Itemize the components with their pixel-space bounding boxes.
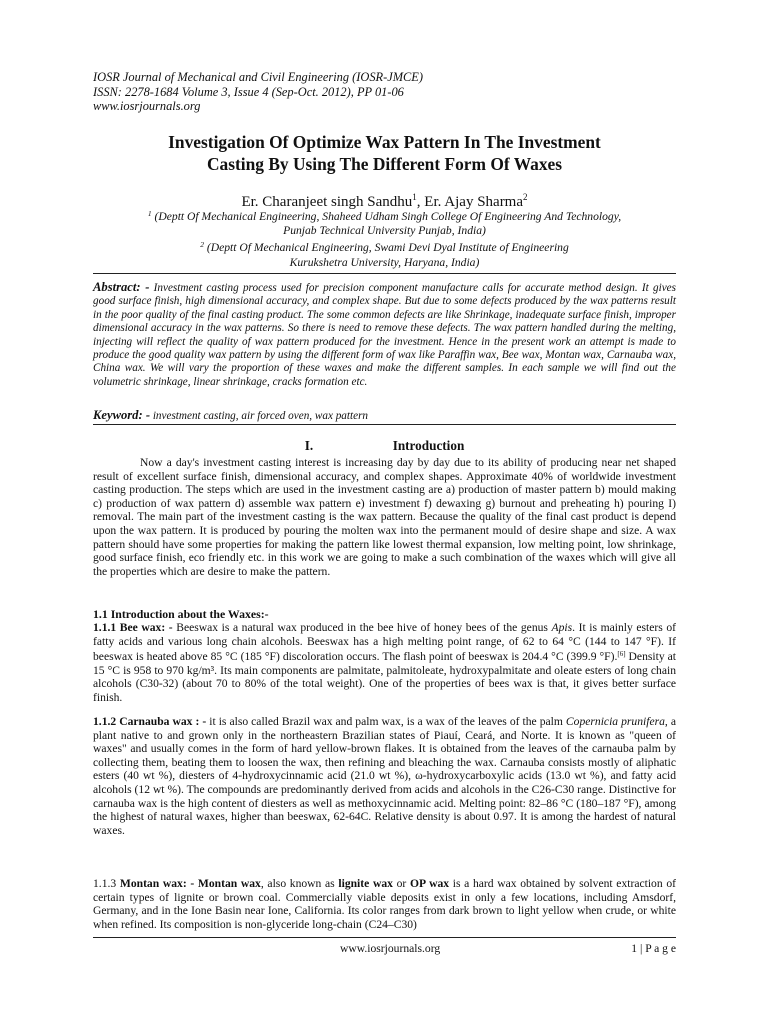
section-number: I. (304, 438, 314, 453)
carnauba-species: Copernicia prunifera (565, 715, 665, 728)
page-number: 1 | P a g e (631, 942, 676, 955)
montan-wax-label: Montan wax: - (119, 877, 195, 890)
abstract (93, 281, 676, 389)
affiliation-2-line-2: Kurukshetra University, Haryana, India) (289, 255, 480, 269)
title-line-2: Casting By Using The Different Form Of Waxes (206, 154, 563, 174)
keyword-text: investment casting, air forced oven, wax pattern (150, 410, 369, 422)
author-1: Er. Charanjeet singh Sandhu (241, 194, 413, 210)
montan-wax-paragraph: 1.1.3 Montan wax: - Montan wax, also known as lignite wax or OP wax is a hard wax obtained by solvent extraction of certain types of lignite or brown coal. Commercially viable deposits exist in only a few locations, including Amsdorf, Germany, and in the Ione Basin near Ione, California. Its color ranges from dark brown to light yellow when crude, or white when refined. Its composition is non-glyceride long-chain (C24–C30) (93, 877, 676, 931)
footer-website: www.iosrjournals.org (340, 942, 441, 955)
footer-rule (93, 937, 676, 938)
affiliation-1-line-2: Punjab Technical University Punjab, India) (283, 224, 486, 238)
title-line-1: Investigation Of Optimize Wax Pattern In The Investment (168, 132, 601, 152)
carnauba-wax-label: 1.1.2 Carnauba wax : - (93, 715, 207, 728)
paper-title (93, 131, 676, 175)
affiliation-1-line-1: $^1$ (Deptt Of Mechanical Engineering, Shaheed Udham Singh College Of Engineering And Technology, (147, 209, 622, 223)
subsection-heading: 1.1 Introduction about the Waxes:- (93, 607, 269, 621)
journal-header (93, 70, 676, 114)
affiliation-1-marker: 1 (147, 209, 152, 218)
keyword-label: Keyword: - (93, 408, 151, 422)
bee-wax-paragraph: 1.1.1 Bee wax: - Beeswax is a natural wax produced in the bee hive of honey bees of the genus Apis. It is mainly esters of fatty acids and various long chain alcohols. Beeswax has a high melting point range, of 62 to 64 °C (144 to 147 °F). If beeswax is heated above 85 °C (185 °F) discoloration occurs. The flash point of beeswax is 204.4 °C (399.9 °F).[6] Density at 15 °C is 958 to 970 kg/m³. Its main components are palmitate, palmitoleate, hydroxypalmitate and oleate esters of long chain alcohols (C30-32) (about 70 to 80% of the total weight). One of the properties of bees wax is that, it gives better surface finish. (93, 621, 677, 704)
abstract-bottom-rule (93, 424, 676, 425)
author-2-affil-marker: 2 (523, 192, 528, 202)
affiliations (93, 207, 676, 270)
section-heading (93, 438, 676, 454)
author-1-affil-marker: 1 (412, 192, 417, 202)
affiliation-2-marker: 2 (200, 240, 204, 250)
section-title: Introduction (392, 438, 465, 453)
affiliation-2-line-1: $^2$ (Deptt Of Mechanical Engineering, Swami Devi Dyal Institute of Engineering (200, 240, 569, 255)
carnauba-wax-paragraph: 1.1.2 Carnauba wax : - it is also called Brazil wax and palm wax, is a wax of the leaves of the palm Copernicia prunifera, a plant native to and grown only in the northeastern Brazilian states of Piauí, Ceará, and Norte. It is known as "queen of waxes" and usually comes in the form of hard yellow-brown flakes. It is obtained from the leaves of the carnauba palm by collecting them, beating them to loosen the wax, then refining and bleaching the wax. Carnauba consists mostly of aliphatic esters (40 wt %), diesters of 4-hydroxycinnamic acid (21.0 wt %), ω-hydroxycarboxylic acids (13.0 wt %), and fatty acid alcohols (12 wt %). The compounds are predominantly derived from acids and alcohols in the C26-C30 range. Distinctive for carnauba wax is the high content of diesters as well as methoxycinnamic acid. Melting point: 82–86 °C (180–187 °F), among the highest of natural waxes, higher than beeswax, 62-64C. Relative density is about 0.97. It is among the hardest of natural waxes. (93, 715, 676, 837)
abstract-text: Investment casting process used for precision component manufacture calls for accurate method design. It gives good surface finish, high dimensional accuracy, and complex shape. But due to some defects produced by the wax patterns result in the poor quality of the final casting product. The some common defects are like Shrinkage, inadequate surface finish, improper dimensional accuracy in the wax patterns. So there is need to remove these defects. The wax pattern handled during the melting, injecting will reflect the quality of wax pattern produced for the investment. Hence in the present work an attempt is made to produce the good quality wax pattern by using the different form of wax like Paraffin wax, Bee wax, Montan wax, Carnauba wax, China wax. We will vary the proportion of these waxes and make the different samples. In each sample we will find out the volumetric shrinkage, linear shrinkage, cracks formation etc. (93, 282, 676, 388)
abstract-top-rule (93, 273, 676, 274)
author-separator: , (416, 194, 425, 210)
abstract-label: Abstract: - (93, 280, 150, 294)
journal-issn: ISSN: 2278-1684 Volume 3, Issue 4 (Sep-Oct. 2012), PP 01-06 (93, 84, 404, 99)
citation-ref: [6] (617, 650, 626, 659)
page-footer (93, 942, 676, 958)
author-2: Er. Ajay Sharma (424, 194, 524, 210)
bee-wax-label: 1.1.1 Bee wax: - (93, 621, 173, 634)
bee-genus: Apis (551, 621, 573, 634)
journal-website: www.iosrjournals.org (93, 99, 201, 113)
journal-name: IOSR Journal of Mechanical and Civil Engineering (IOSR-JMCE) (93, 70, 423, 84)
intro-paragraph: Now a day's investment casting interest is increasing day by day due to its ability of producing near net shaped result of excellent surface finish, dimensional accuracy, and complex shapes. Approximate 40% of worldwide investment casting production. The steps which are used in the investment casting are a) production of master pattern b) mould making c) production of wax pattern d) assemble wax pattern e) investment f) dewaxing g) burnout and preheating h) pouring I) removal. The main part of the investment casting is the wax pattern. Because the quality of the final cast product is depend upon the wax pattern. It is produced by pouring the molten wax into the permanent mould of desire shape and size. A wax pattern should have some properties for making the pattern like lowest thermal expansion, low melting point, low shrinkage, good surface finish, eco friendly etc. in this work we are going to make a such combination of the waxes which will give all the properties which are desire to make the pattern. (93, 456, 676, 578)
keywords (93, 408, 676, 423)
